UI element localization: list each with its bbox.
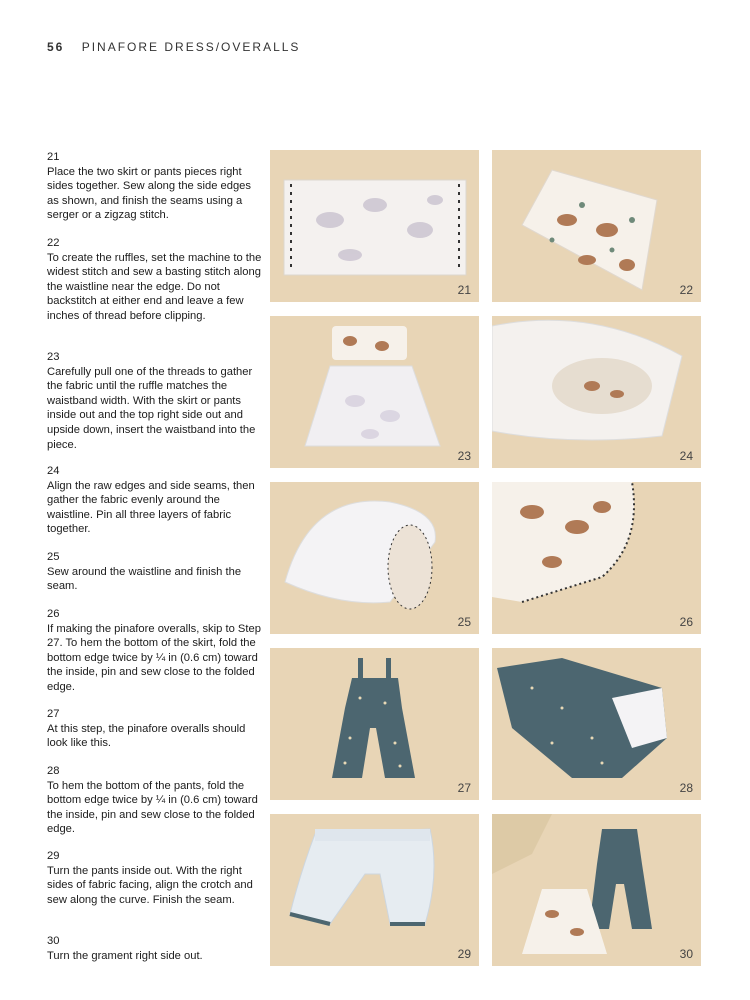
photo-label: 30 [679, 947, 693, 961]
photo-30 [492, 814, 701, 966]
photo-label: 22 [679, 283, 693, 297]
photo-22-image [492, 150, 701, 302]
step-number: 22 [47, 237, 60, 249]
step-22 [47, 236, 262, 324]
step-text: To create the ruffles, set the machine to the widest stitch and sew a basting stitch along the waistline near the edge. Do not backstitch at either end and leave a few inches of thread before clipping. [47, 251, 262, 322]
step-text: Place the two skirt or pants pieces right sides together. Sew along the side edges as shown, and finish the seams using a serger or a zigzag stitch. [47, 165, 252, 222]
photo-21-image [270, 150, 479, 302]
photo-25-image [270, 482, 479, 634]
step-number: 27 [47, 708, 60, 720]
photo-label: 27 [457, 781, 471, 795]
photo-24-image [492, 316, 701, 468]
chapter-title: PINAFORE DRESS/OVERALLS [81, 40, 301, 54]
photo-label: 24 [679, 449, 693, 463]
step-number: 29 [47, 850, 60, 862]
photo-21 [270, 150, 479, 302]
step-29 [47, 849, 262, 907]
photo-29 [270, 814, 479, 966]
step-25 [47, 550, 262, 594]
step-text: At this step, the pinafore overalls should look like this. [47, 722, 246, 750]
photo-28 [492, 648, 701, 800]
photo-23 [270, 316, 479, 468]
page-header [47, 40, 300, 54]
step-27 [47, 707, 262, 751]
step-text: Turn the grament right side out. [47, 949, 203, 962]
step-text: Sew around the waistline and finish the seam. [47, 565, 242, 593]
photo-22 [492, 150, 701, 302]
photo-25 [270, 482, 479, 634]
step-number: 28 [47, 765, 60, 777]
photo-26 [492, 482, 701, 634]
photo-label: 25 [457, 615, 471, 629]
step-number: 30 [47, 935, 60, 947]
step-text: Carefully pull one of the threads to gather the fabric until the ruffle matches the waistband width. With the skirt or pants inside out and the top right side out and upside down, insert the waistband into the piece. [47, 365, 256, 451]
photo-label: 23 [457, 449, 471, 463]
step-text: If making the pinafore overalls, skip to Step 27. To hem the bottom of the skirt, fold the bottom edge twice by ¼ in (0.6 cm) toward the inside, pin and sew close to the folded edge. [47, 622, 261, 693]
step-number: 23 [47, 351, 60, 363]
step-text: To hem the bottom of the pants, fold the bottom edge twice by ¼ in (0.6 cm) toward the inside, pin and sew close to the folded edge. [47, 779, 258, 836]
photo-29-image [270, 814, 479, 966]
photo-label: 21 [457, 283, 471, 297]
photo-27-image [270, 648, 479, 800]
photo-27 [270, 648, 479, 800]
step-26 [47, 607, 262, 695]
photo-24 [492, 316, 701, 468]
step-number: 26 [47, 608, 60, 620]
photo-26-image [492, 482, 701, 634]
step-28 [47, 764, 262, 837]
photo-23-image [270, 316, 479, 468]
photo-label: 26 [679, 615, 693, 629]
step-number: 25 [47, 551, 60, 563]
step-24 [47, 464, 262, 537]
photo-label: 28 [679, 781, 693, 795]
step-text: Align the raw edges and side seams, then gather the fabric evenly around the waistline. Pin all three layers of fabric together. [47, 479, 255, 536]
step-30 [47, 934, 203, 963]
step-text: Turn the pants inside out. With the right sides of fabric facing, align the crotch and sew along the curve. Finish the seam. [47, 864, 253, 906]
photo-30-image [492, 814, 701, 966]
page-number: 56 [47, 40, 65, 54]
step-number: 21 [47, 151, 60, 163]
step-21 [47, 150, 262, 223]
step-number: 24 [47, 465, 60, 477]
step-23 [47, 350, 262, 452]
photo-label: 29 [457, 947, 471, 961]
photo-28-image [492, 648, 701, 800]
